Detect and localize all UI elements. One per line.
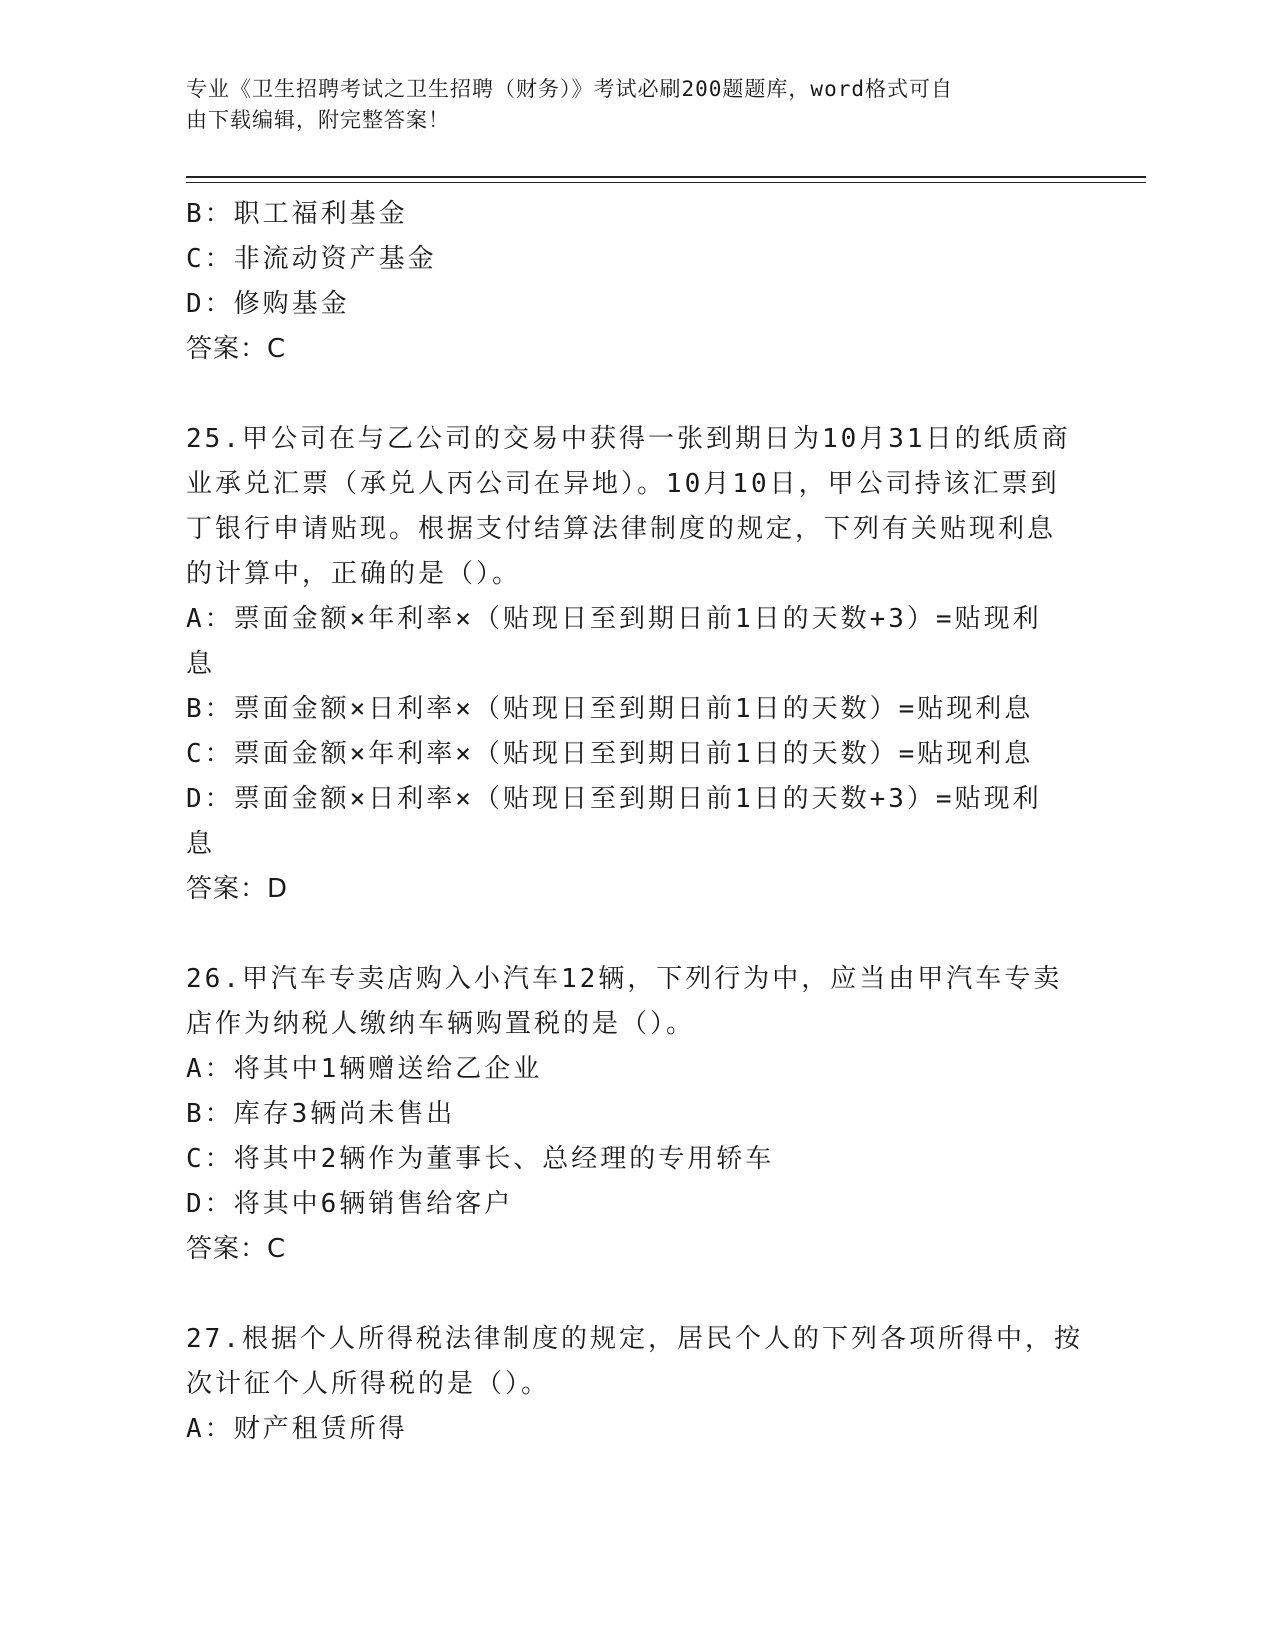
header-rule-thick bbox=[186, 176, 1146, 178]
question-text-line: 业承兑汇票（承兑人丙公司在异地）。10月10日，甲公司持该汇票到 bbox=[186, 469, 1060, 499]
answer-line: 答案：C bbox=[186, 334, 287, 364]
option-c: C：票面金额×年利率×（贴现日至到期日前1日的天数）=贴现利息 bbox=[186, 739, 1034, 769]
option-b: B：库存3辆尚未售出 bbox=[186, 1099, 456, 1129]
option-b: B：票面金额×日利率×（贴现日至到期日前1日的天数）=贴现利息 bbox=[186, 694, 1034, 724]
option-c: C：将其中2辆作为董事长、总经理的专用轿车 bbox=[186, 1144, 775, 1174]
question-text-line: 的计算中，正确的是（）。 bbox=[186, 559, 522, 589]
question-24-tail bbox=[186, 192, 1066, 372]
option-c: C：非流动资产基金 bbox=[186, 244, 437, 274]
question-text-line: 25.甲公司在与乙公司的交易中获得一张到期日为10月31日的纸质商 bbox=[186, 424, 1071, 454]
header-rule-thin bbox=[186, 182, 1146, 183]
option-a-wrap: 息 bbox=[186, 649, 216, 679]
option-d: D：将其中6辆销售给客户 bbox=[186, 1189, 514, 1219]
option-a: A：财产租赁所得 bbox=[186, 1414, 408, 1444]
option-d-wrap: 息 bbox=[186, 829, 216, 859]
document-header bbox=[186, 74, 1056, 136]
answer-line: 答案：D bbox=[186, 874, 289, 904]
question-25 bbox=[186, 417, 1071, 912]
spacer bbox=[186, 372, 1066, 417]
question-text-line: 26.甲汽车专卖店购入小汽车12辆，下列行为中，应当由甲汽车专卖 bbox=[186, 964, 1063, 994]
question-text-line: 店作为纳税人缴纳车辆购置税的是（）。 bbox=[186, 1009, 696, 1039]
question-27 bbox=[186, 1317, 1083, 1452]
question-text-line: 次计征个人所得税的是（）。 bbox=[186, 1369, 551, 1399]
option-b: B：职工福利基金 bbox=[186, 199, 408, 229]
question-26 bbox=[186, 957, 1066, 1272]
header-line: 专业《卫生招聘考试之卫生招聘（财务）》考试必刷200题题库，word格式可自 bbox=[186, 77, 953, 101]
document-body bbox=[186, 192, 1083, 1452]
question-text-line: 27.根据个人所得税法律制度的规定，居民个人的下列各项所得中，按 bbox=[186, 1324, 1083, 1354]
option-d: D：修购基金 bbox=[186, 289, 350, 319]
answer-line: 答案：C bbox=[186, 1234, 287, 1264]
option-d: D：票面金额×日利率×（贴现日至到期日前1日的天数+3）=贴现利 bbox=[186, 784, 1042, 814]
question-text-line: 丁银行申请贴现。根据支付结算法律制度的规定，下列有关贴现利息 bbox=[186, 514, 1057, 544]
option-a: A：将其中1辆赠送给乙企业 bbox=[186, 1054, 543, 1084]
option-a: A：票面金额×年利率×（贴现日至到期日前1日的天数+3）=贴现利 bbox=[186, 604, 1042, 634]
spacer bbox=[186, 1272, 1066, 1317]
header-line: 由下载编辑，附完整答案！ bbox=[186, 108, 450, 132]
spacer bbox=[186, 912, 1066, 957]
